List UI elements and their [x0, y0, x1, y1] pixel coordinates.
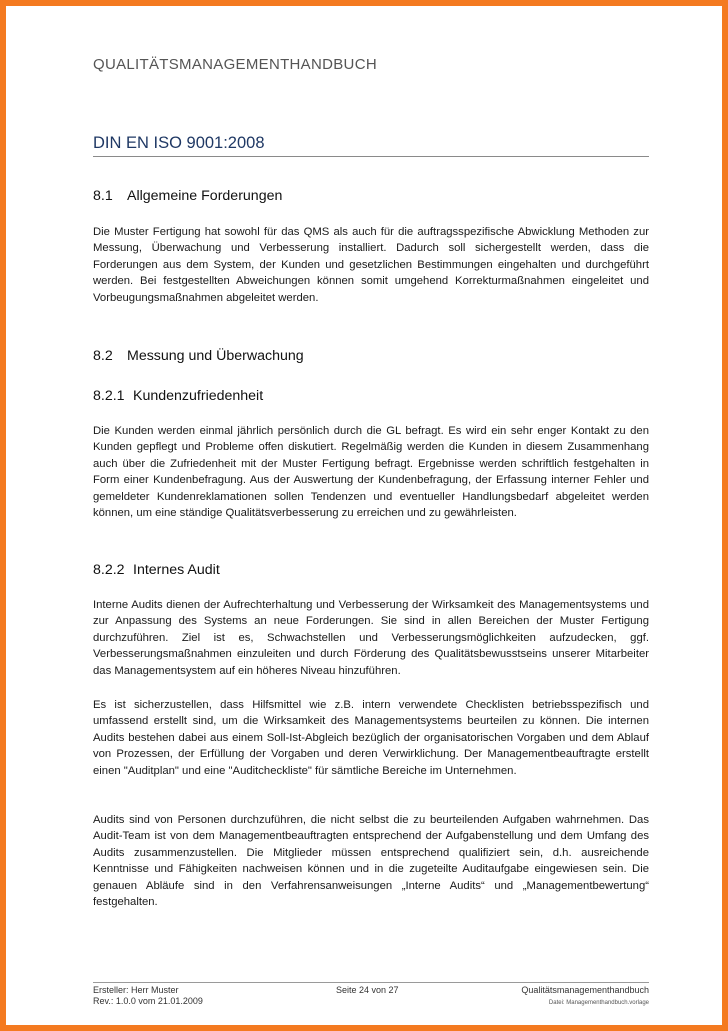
footer-left — [93, 985, 203, 1007]
section-8-2-1-text: Die Kunden werden einmal jährlich persönlich durch die GL befragt. Es wird ein sehr enger Kontakt zu den Kunden gepflegt und Probleme offen diskutiert. Regelmäßig werden die Kunden in diesem Zusammenhang auch über die Zufriedenheit mit der Muster Fertigung befragt. Ergebnisse werden schriftlich festgehalten in Form einer Kundenbefragung. Aus der Auswertung der Kundenbefragung, der Erfassung interner Fehler und gemeldeter Kundenreklamationen sollen Tendenzen und eventueller Handlungsbedarf abgeleitet werden können, um eine ständige Qualitätsverbesserung zu erreichen und zu gewährleisten. — [93, 425, 649, 520]
section-title: Allgemeine Forderungen — [127, 188, 283, 204]
footer-right — [521, 985, 649, 1009]
section-8-2-2-paragraph-1: Interne Audits dienen der Aufrechterhaltung und Verbesserung der Wirksamkeit des Managementsystems und zur Anpassung des Systems an neue Forderungen. Sie sind in allen Bereichen der Muster Fertigung durchzuführen. Ziel ist es, Schwachstellen und Verbesserungsmöglichkeiten aufzudecken, ggf. Verbesserungsmaßnahmen einzuleiten und durch Förderung des Qualitätsbewusstseins unserer Mitarbeiter das Managementsystem auf ein höheres Niveau hinzuführen. — [93, 599, 649, 677]
footer-revision: Rev.: 1.0.0 vom 21.01.2009 — [93, 996, 203, 1006]
section-8-2-2-paragraph-3: Audits sind von Personen durchzuführen, die nicht selbst die zu beurteilenden Aufgaben wahrnehmen. Das Audit-Team ist von dem Managementbeauftragten entsprechend der Aufgabenstellung und dem Umfang des Audits zusammenzustellen. Die Mitglieder müssen entsprechend qualifiziert sein, d.h. ausreichende Kenntnisse und Fähigkeiten nachweisen können und in die zugeteilte Auditaufgabe eingewiesen sein. Die genauen Abläufe sind in den Verfahrensanweisungen „Interne Audits“ und „Managementbewertung“ festgehalten. — [93, 814, 649, 909]
section-title: Kundenzufriedenheit — [133, 388, 264, 404]
footer-divider — [93, 982, 649, 983]
section-8-2-2-paragraph-2: Es ist sicherzustellen, dass Hilfsmittel wie z.B. intern verwendete Checklisten betriebsspezifisch und umfassend erstellt sind, um die Wirksamkeit des Managementsystems beurteilen zu können. Die internen Audits bestehen dabei aus einem Soll-Ist-Abgleich bezüglich der organisatorischen Vorgaben und dem Ablauf von Prozessen, der Erfüllung der Vorgaben und deren Verwirklichung. Der Managementbeauftragte erstellt einen "Auditplan" und eine "Auditcheckliste" für sämtliche Bereiche im Unternehmen. — [93, 699, 649, 777]
section-8-2-heading — [93, 348, 304, 364]
section-8-2-2-heading — [93, 562, 220, 578]
footer-file-name: Datei: Managementhandbuch.vorlage — [548, 1000, 649, 1006]
section-8-1-text: Die Muster Fertigung hat sowohl für das QMS als auch für die auftragsspezifische Abwicklung Methoden zur Messung, Überwachung und Verbesserung installiert. Dadurch soll sichergestellt werden, dass die Forderungen aus dem System, der Kunden und gesetzlichen Bestimmungen eingehalten und durchgeführt werden. Bei festgestellten Abweichungen können somit umgehend Korrekturmaßnahmen eingeleitet und Vorbeugungsmaßnahmen abgeleitet werden. — [93, 226, 649, 304]
running-header: QUALITÄTSMANAGEMENTHANDBUCH — [93, 56, 377, 73]
section-number: 8.1 — [93, 188, 113, 204]
section-number: 8.2.1 — [93, 388, 125, 404]
section-8-2-1-heading — [93, 388, 263, 404]
footer-page-number: Seite 24 von 27 — [336, 985, 399, 995]
section-title: Internes Audit — [133, 562, 220, 578]
section-number: 8.2.2 — [93, 562, 125, 578]
section-title: Messung und Überwachung — [127, 348, 304, 364]
document-title: DIN EN ISO 9001:2008 — [93, 134, 649, 157]
footer-author: Ersteller: Herr Muster — [93, 985, 179, 995]
footer-document-name: Qualitätsmanagementhandbuch — [521, 985, 649, 995]
section-8-1-heading — [93, 188, 282, 204]
section-number: 8.2 — [93, 348, 113, 364]
